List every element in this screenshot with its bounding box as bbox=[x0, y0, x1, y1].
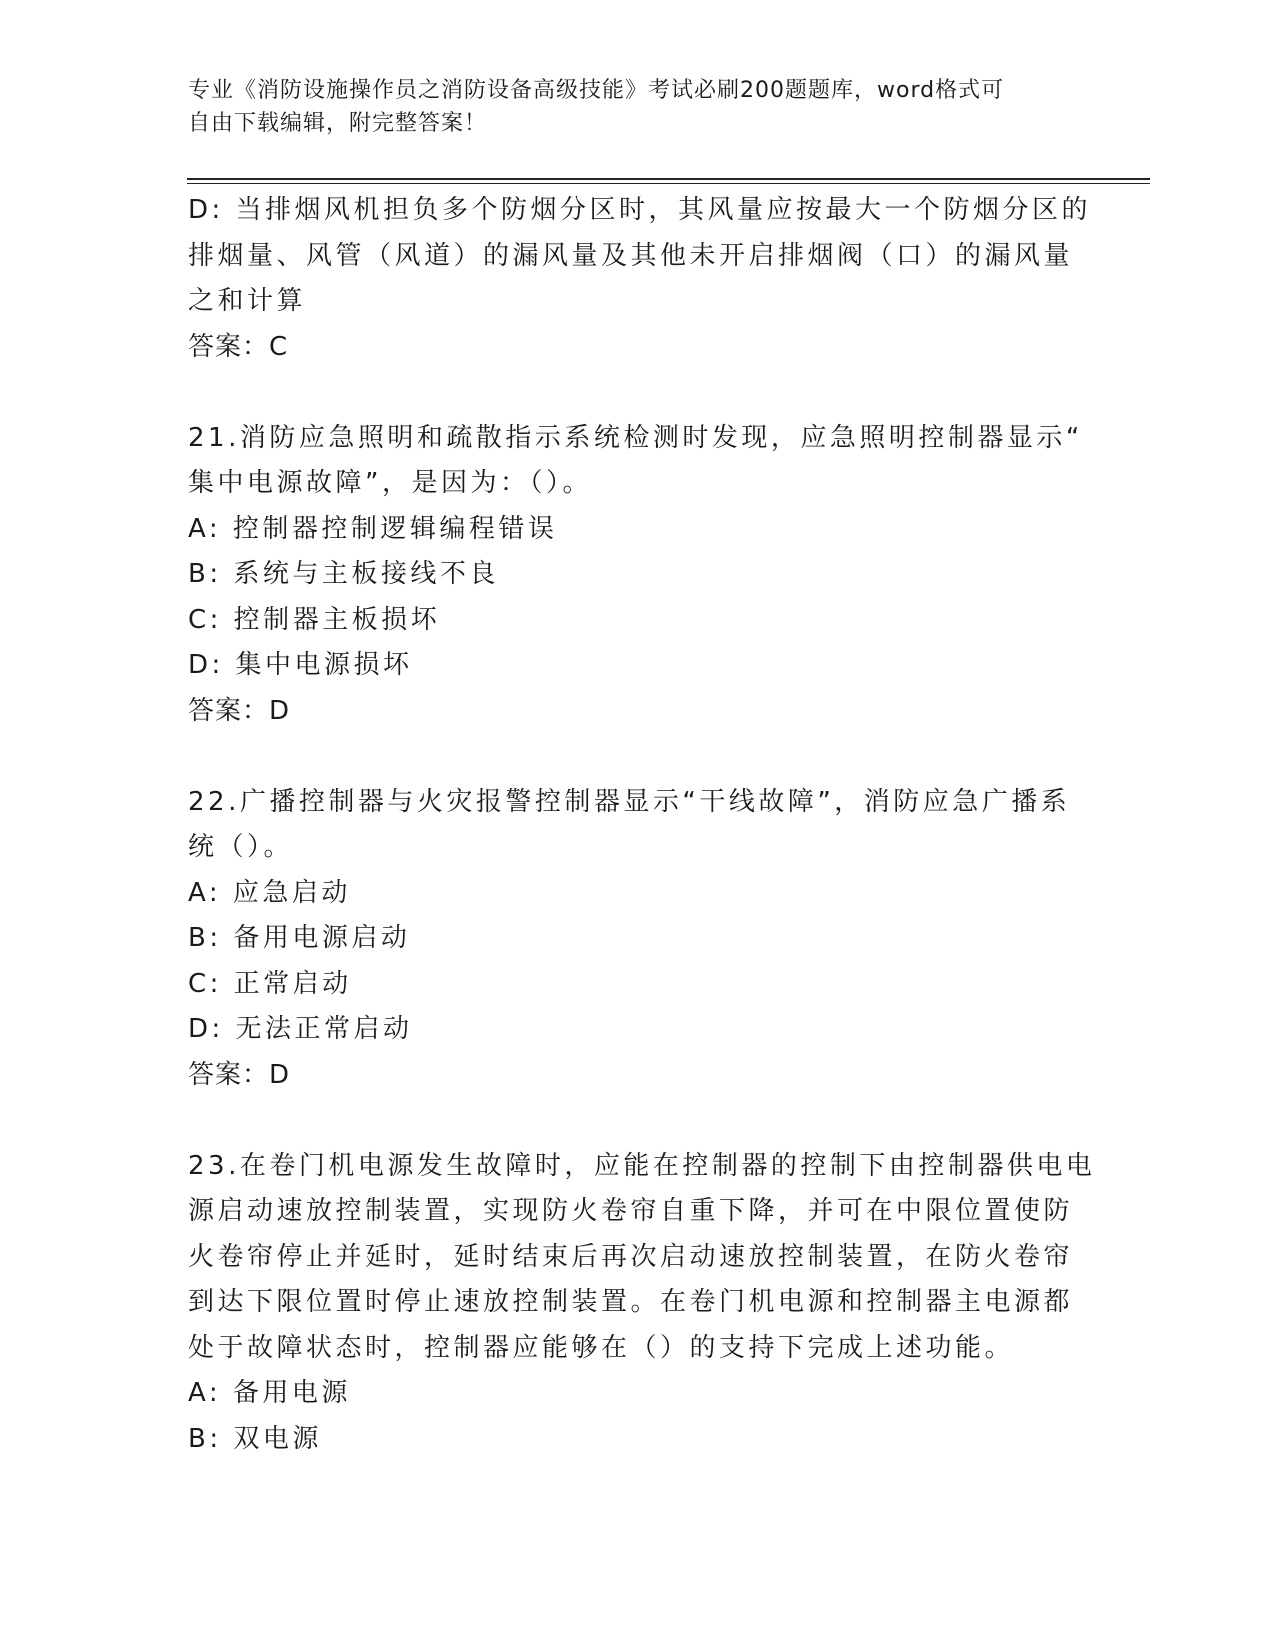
answer-label: 答案：D bbox=[188, 1059, 291, 1090]
option-a: A: 应急启动 bbox=[188, 877, 351, 908]
question-stem-line: 火卷帘停止并延时，延时结束后再次启动速放控制装置，在防火卷帘 bbox=[188, 1241, 1074, 1272]
question-stem-line: 集中电源故障”，是因为：（）。 bbox=[188, 468, 592, 498]
answer-label: 答案：C bbox=[188, 331, 289, 362]
question-stem-line: 21.消防应急照明和疏散指示系统检测时发现，应急照明控制器显示“ bbox=[188, 422, 1083, 453]
option-d: D: 无法正常启动 bbox=[188, 1014, 413, 1044]
header-line-1: 专业《消防设施操作员之消防设备高级技能》考试必刷200题题库，word格式可 bbox=[188, 78, 1005, 103]
answer-label: 答案：D bbox=[188, 695, 291, 726]
question-stem-line: 22.广播控制器与火灾报警控制器显示“干线故障”，消防应急广播系 bbox=[188, 786, 1071, 817]
question-stem-line: 处于故障状态时，控制器应能够在（）的支持下完成上述功能。 bbox=[188, 1332, 1015, 1363]
document-header bbox=[188, 74, 1068, 140]
option-d-line: 排烟量、风管（风道）的漏风量及其他未开启排烟阀（口）的漏风量 bbox=[188, 240, 1074, 271]
option-d-line: 之和计算 bbox=[188, 286, 307, 316]
question-content bbox=[188, 188, 1096, 1462]
option-a: A: 备用电源 bbox=[188, 1378, 351, 1408]
spacer bbox=[188, 370, 1088, 416]
question-stem-line: 到达下限位置时停止速放控制装置。在卷门机电源和控制器主电源都 bbox=[188, 1287, 1074, 1317]
question-stem-line: 源启动速放控制装置，实现防火卷帘自重下降，并可在中限位置使防 bbox=[188, 1196, 1074, 1226]
option-b: B: 备用电源启动 bbox=[188, 923, 411, 953]
question-stem-line: 统（）。 bbox=[188, 832, 294, 862]
question-23 bbox=[188, 1144, 1096, 1463]
header-rule-thin bbox=[187, 183, 1150, 184]
spacer bbox=[188, 1098, 1088, 1144]
option-a: A: 控制器控制逻辑编程错误 bbox=[188, 513, 558, 544]
question-22 bbox=[188, 780, 1088, 1099]
previous-question bbox=[188, 188, 1092, 370]
spacer bbox=[188, 734, 1088, 780]
option-d: D: 集中电源损坏 bbox=[188, 650, 413, 680]
header-line-2: 自由下载编辑，附完整答案！ bbox=[188, 111, 488, 136]
option-d-line: D: 当排烟风机担负多个防烟分区时，其风量应按最大一个防烟分区的 bbox=[188, 195, 1092, 225]
header-rule-thick bbox=[187, 178, 1150, 180]
option-b: B: 系统与主板接线不良 bbox=[188, 559, 499, 589]
option-b: B: 双电源 bbox=[188, 1423, 322, 1454]
question-stem-line: 23.在卷门机电源发生故障时，应能在控制器的控制下由控制器供电电 bbox=[188, 1150, 1096, 1181]
question-21 bbox=[188, 416, 1088, 735]
option-c: C: 控制器主板损坏 bbox=[188, 604, 441, 635]
option-c: C: 正常启动 bbox=[188, 968, 352, 999]
